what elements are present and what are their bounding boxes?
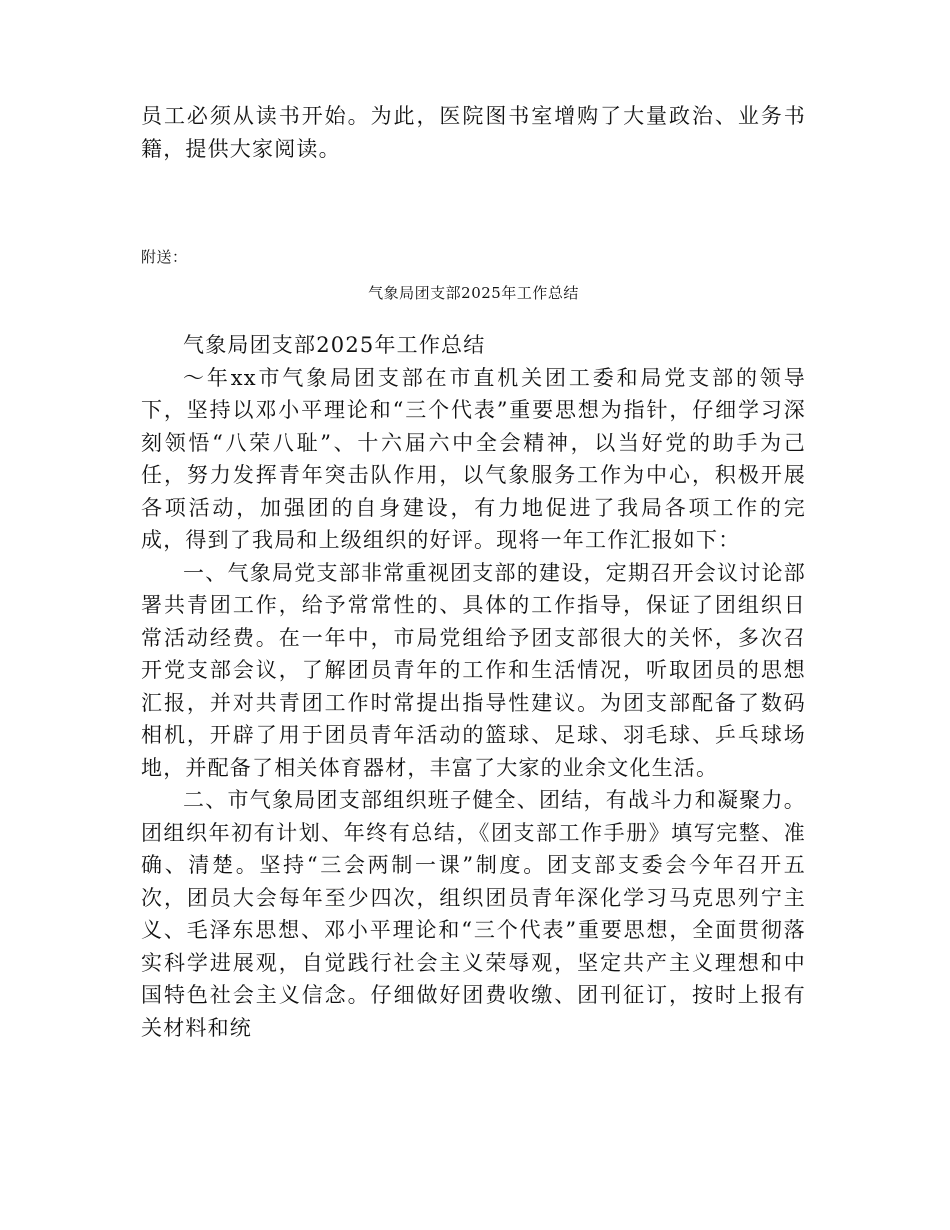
intro-paragraph: 员工必须从读书开始。为此，医院图书室增购了大量政治、业务书籍，提供大家阅读。 (141, 104, 806, 161)
article-paragraph-1: ～年xx市气象局团支部在市直机关团工委和局党支部的领导下，坚持以邓小平理论和“三个代表”重要思想为指针，仔细学习深刻领悟“八荣八耻”、十六届六中全会精神，以当好党的助手为己任，努力发挥青年突击队作用，以气象服务工作为中心，积极开展各项活动，加强团的自身建设，有力地促进了我局各项工作的完成，得到了我局和上级组织的好评。现将一年工作汇报如下： (141, 365, 806, 552)
article-paragraph-3: 二、市气象局团支部组织班子健全、团结，有战斗力和凝聚力。团组织年初有计划、年终有总结，《团支部工作手册》填写完整、准确、清楚。坚持“三会两制一课”制度。团支部支委会今年召开五次，团员大会每年至少四次，组织团员青年深化学习马克思列宁主义、毛泽东思想、邓小平理论和“三个代表”重要思想，全面贯彻落实科学进展观，自觉践行社会主义荣辱观，坚定共产主义理想和中国特色社会主义信念。仔细做好团费收缴、团刊征订，按时上报有关材料和统 (141, 788, 806, 1040)
appendix-title: 气象局团支部2025年工作总结 (368, 284, 579, 302)
article-paragraph-2: 一、气象局党支部非常重视团支部的建设，定期召开会议讨论部署共青团工作，给予常常性的、具体的工作指导，保证了团组织日常活动经费。在一年中，市局党组给予团支部很大的关怀，多次召开党支部会议，了解团员青年的工作和生活情况，听取团员的思想汇报，并对共青团工作时常提出指导性建议。为团支部配备了数码相机，开辟了用于团员青年活动的篮球、足球、羽毛球、乒乓球场地，并配备了相关体育器材，丰富了大家的业余文化生活。 (141, 560, 806, 780)
article-heading: 气象局团支部2025年工作总结 (183, 333, 486, 357)
appendix-label: 附送： (141, 248, 188, 266)
document-page (141, 100, 806, 1044)
article-body (141, 329, 806, 1044)
